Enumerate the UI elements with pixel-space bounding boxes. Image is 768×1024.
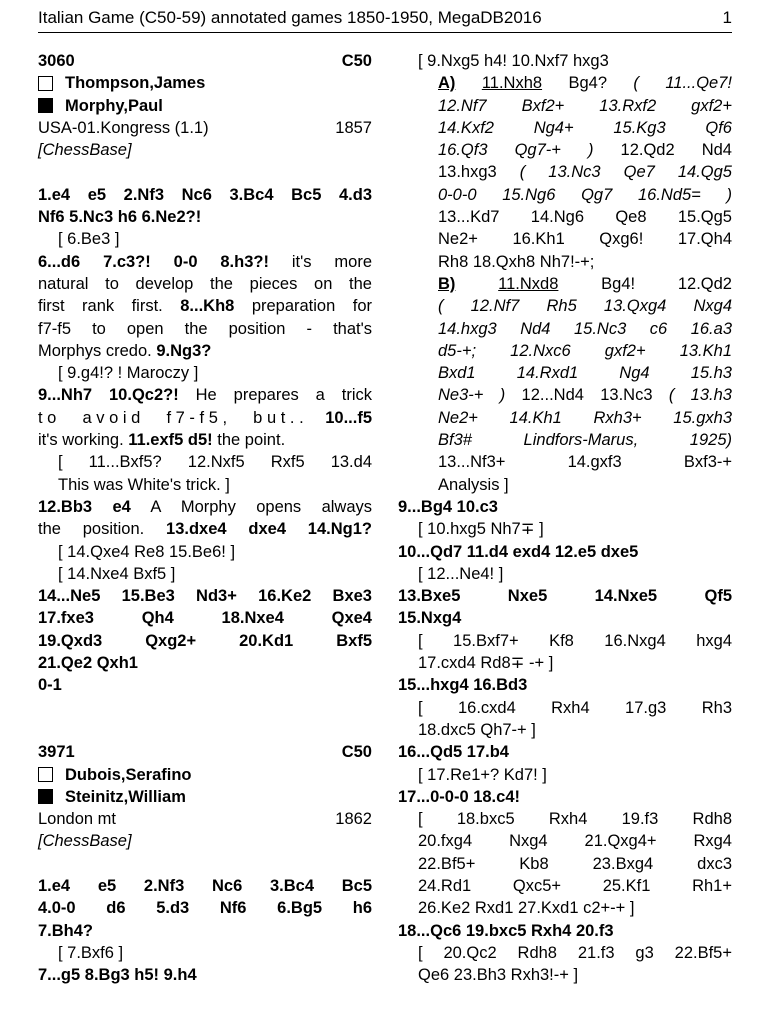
variation: ( 12.Nf7 Rh5 13.Qxg4 Nxg4: [438, 297, 732, 316]
variation: Qe6 23.Bh3 Rxh3!-+ ]: [418, 966, 579, 985]
move-line: 16...Qd5 17.b4: [398, 743, 509, 762]
eco-code: C50: [341, 743, 372, 762]
variation: [ 16.cxd4 Rxh4 17.g3 Rh3: [418, 698, 732, 717]
source: [ChessBase]: [38, 832, 132, 851]
variation: [ 9.g4!? ! Maroczy ]: [58, 364, 199, 383]
variation: [ 14.Qxe4 Re8 15.Be6! ]: [58, 542, 236, 561]
variation: [ 20.Qc2 Rdh8 21.f3 g3 22.Bf5+: [418, 943, 732, 962]
game-number: 3060: [38, 52, 75, 70]
variation: [ 15.Bxf7+ Kf8 16.Nxg4 hxg4: [418, 631, 732, 650]
variation: [ 6.Be3 ]: [58, 230, 120, 249]
game-number-row: [38, 741, 372, 763]
move-line: 14...Ne5 15.Be3 Nd3+ 16.Ke2 Bxe3: [38, 587, 372, 606]
header-title: Italian Game (C50-59) annotated games 1850-1950, MegaDB2016: [38, 8, 542, 27]
comment-line: natural to develop the pieces on the: [38, 274, 372, 293]
move-line: 1.e4 e5 2.Nf3 Nc6 3.Bc4 Bc5: [38, 876, 372, 895]
white-square-icon: [38, 76, 53, 91]
right-column: [398, 50, 732, 986]
move-line: 19.Qxd3 Qxg2+ 20.Kd1 Bxf5: [38, 631, 372, 650]
move-line: 17.fxe3 Qh4 18.Nxe4 Qxe4: [38, 609, 372, 628]
variation: 14.hxg3 Nd4 15.Nc3 c6 16.a3: [438, 319, 732, 338]
black-square-icon: [38, 789, 53, 804]
event: London mt: [38, 810, 116, 829]
event-row: [38, 808, 372, 830]
comment-line: to avoid f7-f5, but.. 10...f5: [38, 408, 373, 427]
variation: Bf3# Lindfors-Marus, 1925): [438, 431, 732, 450]
variation: 24.Rd1 Qxc5+ 25.Kf1 Rh1+: [418, 876, 732, 895]
comment-line: it's working. 11.exf5 d5! the point.: [38, 431, 286, 450]
variation: Rh8 18.Qxh8 Nh7!-+;: [438, 252, 595, 271]
move-line: 7...g5 8.Bg3 h5! 9.h4: [38, 966, 197, 985]
variation: 0-0-0 15.Ng6 Qg7 16.Nd5= ): [438, 185, 732, 204]
result: 0-1: [38, 676, 62, 695]
variation: 26.Ke2 Rxd1 27.Kxd1 c2+-+ ]: [418, 899, 635, 918]
move-line: 1.e4 e5 2.Nf3 Nc6 3.Bc4 Bc5 4.d3: [38, 185, 372, 204]
move-line: the position. 13.dxe4 dxe4 14.Ng1?: [38, 520, 372, 539]
variation: A) 11.Nxh8 Bg4? ( 11...Qe7!: [438, 74, 732, 93]
variation: Analysis ]: [438, 475, 509, 494]
move-line: 15.Nxg4: [398, 609, 462, 628]
variation: [ 10.hxg5 Nh7∓ ]: [418, 520, 544, 539]
source: [ChessBase]: [38, 141, 132, 160]
move-line: 9...Bg4 10.c3: [398, 497, 498, 516]
black-player-name: Morphy,Paul: [65, 96, 163, 115]
comment-line: first rank first. 8...Kh8 preparation for: [38, 297, 372, 316]
variation: 13...Kd7 14.Ng6 Qe8 15.Qg5: [438, 208, 732, 227]
eco-code: C50: [341, 52, 372, 70]
variation: [ 14.Nxe4 Bxf5 ]: [58, 564, 176, 583]
variation: 13...Nf3+ 14.gxf3 Bxf3-+: [438, 453, 732, 472]
event-row: [38, 117, 372, 139]
year: 1862: [335, 810, 372, 829]
move-line: 4.0-0 d6 5.d3 Nf6 6.Bg5 h6: [38, 899, 372, 918]
variation: Ne2+ 16.Kh1 Qxg6! 17.Qh4: [438, 230, 732, 249]
variation: 22.Bf5+ Kb8 23.Bxg4 dxc3: [418, 854, 732, 873]
move-line: 18...Qc6 19.bxc5 Rxh4 20.f3: [398, 921, 614, 940]
comment-line: Morphys credo. 9.Ng3?: [38, 341, 212, 360]
white-square-icon: [38, 767, 53, 782]
comment-line: f7-f5 to open the position - that's: [38, 319, 372, 338]
variation: Ne2+ 14.Kh1 Rxh3+ 15.gxh3: [438, 408, 732, 427]
game-number: 3971: [38, 743, 75, 762]
move-line: 9...Nh7 10.Qc2?! He prepares a trick: [38, 386, 373, 405]
white-player: [38, 72, 372, 94]
move-line: 13.Bxe5 Nxe5 14.Nxe5 Qf5: [398, 587, 732, 606]
white-player: [38, 764, 372, 786]
variation: This was White's trick. ]: [58, 475, 230, 494]
variation: B) 11.Nxd8 Bg4! 12.Qd2: [438, 274, 732, 293]
move-line: 17...0-0-0 18.c4!: [398, 787, 520, 806]
white-player-name: Dubois,Serafino: [65, 765, 192, 784]
move-line: 7.Bh4?: [38, 921, 94, 940]
variation: 12.Nf7 Bxf2+ 13.Rxf2 gxf2+: [438, 96, 732, 115]
move-line: 6...d6 7.c3?! 0-0 8.h3?! it's more: [38, 252, 373, 271]
year: 1857: [335, 118, 372, 137]
variation: [ 9.Nxg5 h4! 10.Nxf7 hxg3: [418, 52, 609, 70]
page-header: [38, 6, 732, 33]
white-player-name: Thompson,James: [65, 74, 206, 93]
page-number: 1: [722, 8, 732, 27]
variation: [ 12...Ne4! ]: [418, 564, 504, 583]
variation: Bxd1 14.Rxd1 Ng4 15.h3: [438, 364, 732, 383]
variation: [ 7.Bxf6 ]: [58, 943, 124, 962]
event: USA-01.Kongress (1.1): [38, 118, 209, 137]
move-line: Nf6 5.Nc3 h6 6.Ne2?!: [38, 208, 202, 227]
black-player: [38, 786, 372, 808]
variation: 16.Qf3 Qg7-+ ) 12.Qd2 Nd4: [438, 141, 732, 160]
variation: 17.cxd4 Rd8∓ -+ ]: [418, 654, 554, 673]
left-column: [38, 50, 372, 986]
variation: Ne3-+ ) 12...Nd4 13.Nc3 ( 13.h3: [438, 386, 732, 405]
move-line: 12.Bb3 e4 A Morphy opens always: [38, 497, 373, 516]
move-line: 15...hxg4 16.Bd3: [398, 676, 528, 695]
variation: [ 17.Re1+? Kd7! ]: [418, 765, 547, 784]
variation: 13.hxg3 ( 13.Nc3 Qe7 14.Qg5: [438, 163, 732, 182]
black-player-name: Steinitz,William: [65, 787, 186, 806]
variation: 20.fxg4 Nxg4 21.Qxg4+ Rxg4: [418, 832, 732, 851]
black-player: [38, 95, 372, 117]
variation: d5-+; 12.Nxc6 gxf2+ 13.Kh1: [438, 341, 732, 360]
black-square-icon: [38, 98, 53, 113]
move-line: 10...Qd7 11.d4 exd4 12.e5 dxe5: [398, 542, 639, 561]
variation: 18.dxc5 Qh7-+ ]: [418, 720, 536, 739]
move-line: 21.Qe2 Qxh1: [38, 654, 138, 673]
variation: [ 18.bxc5 Rxh4 19.f3 Rdh8: [418, 810, 732, 829]
variation: 14.Kxf2 Ng4+ 15.Kg3 Qf6: [438, 118, 732, 137]
variation: [ 11...Bxf5? 12.Nxf5 Rxf5 13.d4: [58, 453, 372, 472]
game-number-row: [38, 50, 372, 72]
